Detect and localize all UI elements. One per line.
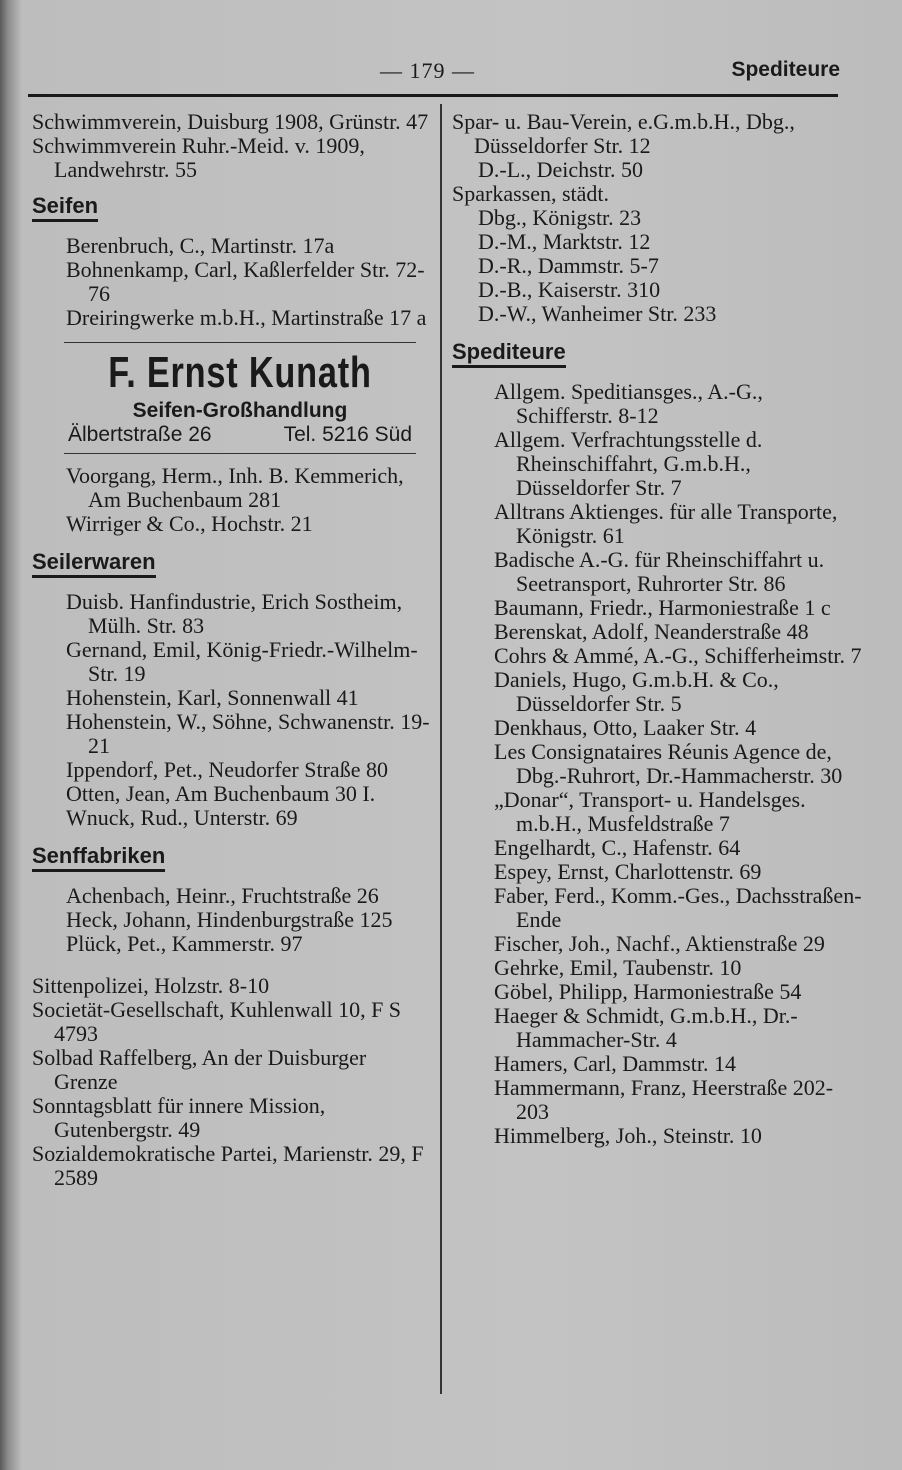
bottom-entries — [32, 974, 432, 1190]
list-item: Dbg., Königstr. 23 — [478, 205, 642, 230]
list-item: D.-W., Wanheimer Str. 233 — [478, 301, 717, 326]
seilerwaren-entries — [32, 590, 432, 830]
list-item: Achenbach, Heinr., Fruchtstraße 26 — [66, 883, 379, 908]
list-item: Denkhaus, Otto, Laaker Str. 4 — [494, 715, 757, 740]
ad-phone: Tel. 5216 Süd — [283, 423, 412, 446]
section-heading-seifen: Seifen — [32, 194, 98, 222]
list-item: Societät-Gesellschaft, Kuhlenwall 10, F S 4793 — [32, 997, 402, 1046]
right-column — [452, 110, 862, 1148]
list-item: Schwimmverein Ruhr.-Meid. v. 1909, Landwehrstr. 55 — [32, 133, 365, 182]
senffabriken-entries — [32, 884, 432, 956]
left-column — [32, 110, 432, 1190]
list-item: Duisb. Hanfindustrie, Erich Sostheim, Mülh. Str. 83 — [66, 589, 403, 638]
list-item: Spar- u. Bau-Verein, e.G.m.b.H., Dbg., Düsseldorfer Str. 12 — [452, 109, 795, 158]
list-item: Göbel, Philipp, Harmoniestraße 54 — [494, 979, 802, 1004]
list-item: Hohenstein, Karl, Sonnenwall 41 — [66, 685, 359, 710]
sparkassen-label: Sparkassen, städt. — [452, 181, 610, 206]
list-item: Otten, Jean, Am Buchenbaum 30 I. — [66, 781, 376, 806]
list-item: Heck, Johann, Hindenburgstraße 125 — [66, 907, 393, 932]
list-item: Plück, Pet., Kammerstr. 97 — [66, 931, 303, 956]
list-item: Les Consignataires Réunis Agence de, Dbg.-Ruhrort, Dr.-Hammacherstr. 30 — [494, 739, 843, 788]
list-item: Solbad Raffelberg, An der Duisburger Grenze — [32, 1045, 367, 1094]
list-item: Badische A.-G. für Rheinschiffahrt u. Seetransport, Ruhrorter Str. 86 — [494, 547, 825, 596]
list-item: Haeger & Schmidt, G.m.b.H., Dr.-Hammacher-Str. 4 — [494, 1003, 798, 1052]
list-item: D.-L., Deichstr. 50 — [478, 157, 643, 182]
list-item: Sonntagsblatt für innere Mission, Gutenbergstr. 49 — [32, 1093, 326, 1142]
page-number: — 179 — — [380, 58, 475, 83]
list-item: Engelhardt, C., Hafenstr. 64 — [494, 835, 741, 860]
list-item: Hammermann, Franz, Heerstraße 202-203 — [494, 1075, 834, 1124]
list-item: Schwimmverein, Duisburg 1908, Grünstr. 47 — [32, 109, 429, 134]
seifen-entries-after — [32, 464, 432, 536]
list-item: Gehrke, Emil, Taubenstr. 10 — [494, 955, 742, 980]
list-item: Baumann, Friedr., Harmoniestraße 1 c — [494, 595, 831, 620]
section-heading-senffabriken: Senffabriken — [32, 844, 165, 872]
list-item: Bohnenkamp, Carl, Kaßlerfelder Str. 72-76 — [66, 257, 425, 306]
ad-contact — [64, 423, 416, 447]
list-item: Hohenstein, W., Söhne, Schwanenstr. 19-21 — [66, 709, 430, 758]
section-heading-spediteure: Spediteure — [452, 340, 566, 368]
list-item: Allgem. Speditiansges., A.-G., Schifferstr. 8-12 — [494, 379, 763, 428]
list-item: Wnuck, Rud., Unterstr. 69 — [66, 805, 298, 830]
seifen-entries — [32, 234, 432, 330]
list-item: Voorgang, Herm., Inh. B. Kemmerich, Am Buchenbaum 281 — [66, 463, 404, 512]
list-item: Himmelberg, Joh., Steinstr. 10 — [494, 1123, 762, 1148]
list-item: Berenskat, Adolf, Neanderstraße 48 — [494, 619, 809, 644]
list-item: Ippendorf, Pet., Neudorfer Straße 80 — [66, 757, 388, 782]
list-item: Allgem. Verfrachtungsstelle d. Rheinschiffahrt, G.m.b.H., Düsseldorfer Str. 7 — [494, 427, 763, 500]
list-item: Faber, Ferd., Komm.-Ges., Dachsstraßen-Ende — [494, 883, 862, 932]
list-item: Sozialdemokratische Partei, Marienstr. 29, F 2589 — [32, 1141, 424, 1190]
list-item: Sittenpolizei, Holzstr. 8-10 — [32, 973, 270, 998]
sparkassen-entries — [478, 206, 862, 326]
section-heading-seilerwaren: Seilerwaren — [32, 550, 156, 578]
list-item: Berenbruch, C., Martinstr. 17a — [66, 233, 335, 258]
list-item: Wirriger & Co., Hochstr. 21 — [66, 511, 313, 536]
ad-subtitle: Seifen-Großhandlung — [132, 399, 348, 422]
list-item: Gernand, Emil, König-Friedr.-Wilhelm-Str. 19 — [66, 637, 418, 686]
list-item: Hamers, Carl, Dammstr. 14 — [494, 1051, 736, 1076]
header-rule — [28, 94, 838, 97]
list-item: Espey, Ernst, Charlottenstr. 69 — [494, 859, 762, 884]
list-item: D.-M., Marktstr. 12 — [478, 229, 651, 254]
ad-company-name: F. Ernst Kunath — [108, 348, 372, 397]
ad-address: Älbertstraße 26 — [68, 423, 212, 446]
list-item: D.-B., Kaiserstr. 310 — [478, 277, 661, 302]
list-item: Cohrs & Ammé, A.-G., Schifferheimstr. 7 — [494, 643, 862, 668]
spediteure-entries — [460, 380, 862, 1148]
list-item: Fischer, Joh., Nachf., Aktienstraße 29 — [494, 931, 825, 956]
list-item: „Donar“, Transport- u. Handelsges. m.b.H., Musfeldstraße 7 — [494, 787, 806, 836]
column-divider — [440, 104, 442, 1394]
running-title: Spediteure — [731, 58, 840, 81]
list-item: D.-R., Dammstr. 5-7 — [478, 253, 659, 278]
list-item: Alltrans Aktienges. für alle Transporte, Königstr. 61 — [494, 499, 838, 548]
right-top-entries — [452, 110, 862, 206]
advertisement-box — [64, 342, 416, 454]
list-item: Dreiringwerke m.b.H., Martinstraße 17 a — [66, 305, 427, 330]
list-item: Daniels, Hugo, G.m.b.H. & Co., Düsseldorfer Str. 5 — [494, 667, 779, 716]
top-entries — [32, 110, 432, 182]
